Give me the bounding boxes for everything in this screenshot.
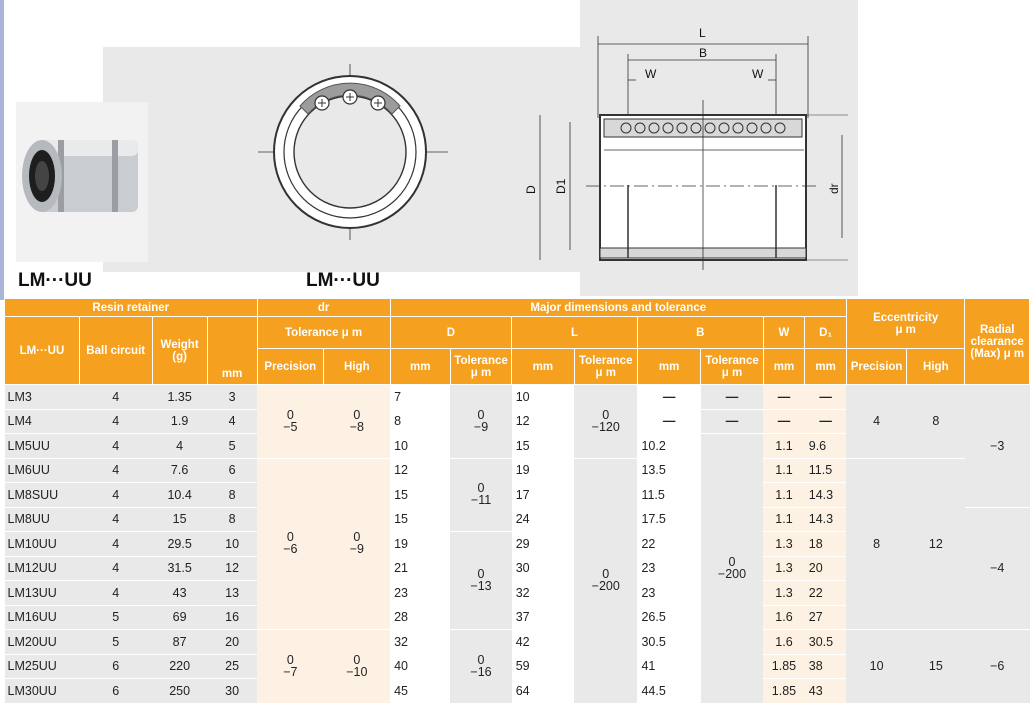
cell-ball: 4: [79, 532, 152, 557]
cell-drh: [324, 385, 391, 459]
cell-D-tol: [450, 532, 511, 630]
tolerance-lower: −7: [283, 664, 298, 679]
cell-ball: 4: [79, 409, 152, 434]
cell-D-mm: 40: [390, 654, 450, 679]
cell-dr-mm: 13: [207, 581, 257, 606]
cell-weight: 69: [152, 605, 207, 630]
cell-W-mm: —: [763, 409, 805, 434]
cell-L-mm: 19: [512, 458, 574, 483]
tolerance-upper: 0: [477, 652, 485, 667]
cell-W-mm: 1.1: [763, 483, 805, 508]
tolerance-upper: 0: [602, 567, 610, 581]
cell-dr-mm: 5: [207, 434, 257, 459]
tolerance-fraction: [350, 409, 364, 433]
hdr-weight: Weight (g): [152, 317, 207, 385]
cell-D-mm: 21: [390, 556, 450, 581]
tolerance-lower: −9: [473, 419, 489, 434]
cell-W-mm: 1.6: [763, 605, 805, 630]
cell-drp: [257, 630, 324, 704]
cell-weight: 43: [152, 581, 207, 606]
cell-L-tol: [574, 385, 637, 459]
hdr-B-mm: mm: [637, 349, 700, 385]
cell-D-tol: [450, 630, 511, 704]
cell-weight: 1.9: [152, 409, 207, 434]
tolerance-fraction: [471, 482, 491, 506]
cell-model: LM4: [5, 409, 80, 434]
cell-D-mm: 23: [390, 581, 450, 606]
cell-ep: 8: [846, 458, 906, 630]
cell-D1-mm: —: [805, 409, 847, 434]
hdr-ecc-precision: Precision: [846, 349, 906, 385]
cell-weight: 1.35: [152, 385, 207, 410]
cell-B-mm: 10.2: [637, 434, 700, 459]
hdr-resin-retainer: Resin retainer: [5, 299, 258, 317]
tolerance-upper: 0: [286, 652, 294, 667]
cell-weight: 220: [152, 654, 207, 679]
cell-W-mm: 1.85: [763, 654, 805, 679]
label-L: L: [699, 26, 706, 40]
cell-dr-mm: 30: [207, 679, 257, 704]
cell-ball: 5: [79, 630, 152, 655]
label-W-right: W: [752, 67, 764, 81]
cell-drp: [257, 385, 324, 459]
cell-weight: 31.5: [152, 556, 207, 581]
cell-D1-mm: 18: [805, 532, 847, 557]
cell-ball: 4: [79, 483, 152, 508]
hdr-D1: D₁: [805, 317, 847, 349]
tolerance-lower: −6: [283, 542, 298, 557]
cell-L-mm: 37: [512, 605, 574, 630]
tolerance-upper: 0: [728, 554, 736, 569]
tolerance-upper: 0: [477, 407, 485, 422]
table-row: [5, 385, 1030, 410]
cell-B-mm: 22: [637, 532, 700, 557]
photo-caption: LM···UU: [18, 270, 92, 291]
cell-D-mm: 7: [390, 385, 450, 410]
cell-L-mm: 15: [512, 434, 574, 459]
cell-W-mm: 1.3: [763, 532, 805, 557]
cell-model: LM30UU: [5, 679, 80, 704]
cell-W-mm: 1.3: [763, 556, 805, 581]
bearing-photo-illustration: [22, 140, 138, 212]
tolerance-fraction: [350, 531, 364, 555]
cell-W-mm: 1.1: [763, 458, 805, 483]
cell-D1-mm: 43: [805, 679, 847, 704]
tolerance-fraction: [592, 409, 620, 433]
cell-D1-mm: 11.5: [805, 458, 847, 483]
cell-dr-mm: 8: [207, 483, 257, 508]
hdr-dr-precision: Precision: [257, 349, 324, 385]
label-D1: D1: [554, 178, 568, 194]
cell-D1-mm: 27: [805, 605, 847, 630]
tolerance-lower: −11: [470, 493, 492, 508]
table-row: [5, 458, 1030, 483]
cell-weight: 4: [152, 434, 207, 459]
drawing-caption: LM···UU: [306, 270, 380, 291]
hdr-B-tol: Tolerance μ m: [701, 349, 763, 385]
hdr-D1-mm: mm: [805, 349, 847, 385]
cell-ball: 4: [79, 458, 152, 483]
cell-B-mm: 23: [637, 556, 700, 581]
cell-D1-mm: 14.3: [805, 483, 847, 508]
tolerance-fraction: [470, 568, 491, 592]
cell-L-mm: 30: [512, 556, 574, 581]
cell-model: LM16UU: [5, 605, 80, 630]
cell-L-mm: 10: [512, 385, 574, 410]
hdr-W-mm: mm: [763, 349, 805, 385]
cell-B-mm: 41: [637, 654, 700, 679]
label-dr: dr: [827, 183, 841, 194]
tolerance-upper: 0: [353, 530, 361, 545]
tolerance-fraction: [718, 556, 746, 580]
table-row: [5, 630, 1030, 655]
cell-drp: [257, 458, 324, 630]
cell-B-tol: —: [701, 409, 763, 434]
cell-eh: 12: [907, 458, 965, 630]
cell-B-tol: [701, 434, 763, 704]
hdr-L-mm: mm: [512, 349, 574, 385]
tolerance-fraction: [474, 409, 488, 433]
cell-B-mm: 11.5: [637, 483, 700, 508]
tolerance-lower: −8: [349, 419, 364, 434]
cell-model: LM6UU: [5, 458, 80, 483]
cell-weight: 7.6: [152, 458, 207, 483]
cell-ep: 4: [846, 385, 906, 459]
tolerance-lower: −10: [346, 664, 368, 679]
tolerance-upper: 0: [477, 567, 485, 581]
cell-ball: 4: [79, 556, 152, 581]
cross-section-drawing: [258, 64, 448, 240]
cell-D-tol: [450, 458, 511, 532]
cell-D-mm: 15: [390, 483, 450, 508]
cell-ball: 4: [79, 507, 152, 532]
cell-L-mm: 17: [512, 483, 574, 508]
cell-D1-mm: 38: [805, 654, 847, 679]
cell-W-mm: 1.85: [763, 679, 805, 704]
cell-drh: [324, 630, 391, 704]
cell-weight: 29.5: [152, 532, 207, 557]
tolerance-upper: 0: [602, 407, 610, 422]
cell-rad: −6: [965, 630, 1030, 704]
cell-ball: 4: [79, 385, 152, 410]
cell-W-mm: 1.3: [763, 581, 805, 606]
hdr-D-mm: mm: [390, 349, 450, 385]
tolerance-lower: −5: [283, 419, 298, 434]
cell-model: LM8UU: [5, 507, 80, 532]
cell-model: LM25UU: [5, 654, 80, 679]
tolerance-lower: −16: [470, 664, 492, 679]
cell-B-mm: 13.5: [637, 458, 700, 483]
hdr-dr-high: High: [324, 349, 391, 385]
hdr-eccentricity: Eccentricity μ m: [846, 299, 965, 349]
cell-B-mm: 44.5: [637, 679, 700, 704]
tolerance-lower: −120: [591, 419, 620, 434]
label-W-left: W: [645, 67, 657, 81]
cell-dr-mm: 10: [207, 532, 257, 557]
tolerance-fraction: [592, 568, 620, 592]
cell-D-tol: [450, 385, 511, 459]
cell-ball: 6: [79, 679, 152, 704]
cell-eh: 8: [907, 385, 965, 459]
hdr-dr: dr: [257, 299, 390, 317]
cell-dr-mm: 20: [207, 630, 257, 655]
cell-D1-mm: 20: [805, 556, 847, 581]
technical-drawings: [0, 0, 1034, 300]
cell-dr-mm: 12: [207, 556, 257, 581]
cell-D1-mm: 14.3: [805, 507, 847, 532]
cell-model: LM8SUU: [5, 483, 80, 508]
cell-W-mm: —: [763, 385, 805, 410]
hdr-radial: Radial clearance (Max) μ m: [965, 299, 1030, 385]
cell-B-mm: 26.5: [637, 605, 700, 630]
cell-ball: 5: [79, 605, 152, 630]
cell-model: LM10UU: [5, 532, 80, 557]
cell-B-tol: —: [701, 385, 763, 410]
hdr-ecc-high: High: [907, 349, 965, 385]
tolerance-lower: −13: [470, 579, 492, 593]
hdr-B: B: [637, 317, 763, 349]
label-B: B: [699, 46, 708, 60]
cell-W-mm: 1.1: [763, 434, 805, 459]
cell-L-mm: 59: [512, 654, 574, 679]
cell-weight: 15: [152, 507, 207, 532]
cell-rad: −4: [965, 507, 1030, 630]
cell-drh: [324, 458, 391, 630]
spec-table: [4, 298, 1030, 704]
cell-W-mm: 1.6: [763, 630, 805, 655]
cell-B-mm: 30.5: [637, 630, 700, 655]
tolerance-upper: 0: [477, 481, 485, 496]
cell-D1-mm: —: [805, 385, 847, 410]
tolerance-upper: 0: [353, 652, 361, 667]
tolerance-upper: 0: [286, 530, 294, 545]
cell-ball: 4: [79, 581, 152, 606]
cell-dr-mm: 8: [207, 507, 257, 532]
cell-eh: 15: [907, 630, 965, 704]
cell-weight: 10.4: [152, 483, 207, 508]
hdr-D-tol: Tolerance μ m: [450, 349, 511, 385]
hdr-dr-tolerance: Tolerance μ m: [257, 317, 390, 349]
cell-D1-mm: 22: [805, 581, 847, 606]
cell-L-mm: 12: [512, 409, 574, 434]
cell-D1-mm: 30.5: [805, 630, 847, 655]
cell-D-mm: 28: [390, 605, 450, 630]
cell-model: LM5UU: [5, 434, 80, 459]
cell-weight: 250: [152, 679, 207, 704]
cell-L-mm: 24: [512, 507, 574, 532]
cell-B-mm: —: [637, 385, 700, 410]
cell-L-mm: 29: [512, 532, 574, 557]
label-D: D: [524, 185, 538, 194]
tolerance-lower: −9: [349, 542, 364, 557]
spec-table-body: [5, 385, 1030, 704]
hdr-lm: LM···UU: [5, 317, 80, 385]
cell-D-mm: 15: [390, 507, 450, 532]
cell-dr-mm: 6: [207, 458, 257, 483]
cell-weight: 87: [152, 630, 207, 655]
cell-D-mm: 19: [390, 532, 450, 557]
tolerance-fraction: [283, 654, 297, 678]
tolerance-fraction: [346, 654, 367, 678]
cell-dr-mm: 4: [207, 409, 257, 434]
hdr-W: W: [763, 317, 805, 349]
cell-model: LM13UU: [5, 581, 80, 606]
cell-D-mm: 10: [390, 434, 450, 459]
cell-model: LM20UU: [5, 630, 80, 655]
tolerance-lower: −200: [591, 579, 620, 593]
hdr-mm: mm: [207, 317, 257, 385]
tolerance-upper: 0: [286, 407, 294, 422]
tolerance-fraction: [470, 654, 491, 678]
cell-D-mm: 8: [390, 409, 450, 434]
hdr-D: D: [390, 317, 512, 349]
cell-model: LM3: [5, 385, 80, 410]
cell-model: LM12UU: [5, 556, 80, 581]
tolerance-fraction: [283, 409, 297, 433]
cell-rad: −3: [965, 385, 1030, 508]
cell-ball: 6: [79, 654, 152, 679]
cell-L-mm: 64: [512, 679, 574, 704]
tolerance-upper: 0: [353, 407, 361, 422]
hdr-L: L: [512, 317, 638, 349]
hdr-major: Major dimensions and tolerance: [390, 299, 846, 317]
cell-D-mm: 12: [390, 458, 450, 483]
cell-dr-mm: 3: [207, 385, 257, 410]
cell-B-mm: 17.5: [637, 507, 700, 532]
cell-ball: 4: [79, 434, 152, 459]
cell-D-mm: 32: [390, 630, 450, 655]
cell-D1-mm: 9.6: [805, 434, 847, 459]
tolerance-lower: −200: [717, 566, 747, 581]
cell-L-tol: [574, 458, 637, 703]
cell-B-mm: —: [637, 409, 700, 434]
cell-D-mm: 45: [390, 679, 450, 704]
cell-B-mm: 23: [637, 581, 700, 606]
cell-dr-mm: 16: [207, 605, 257, 630]
cell-ep: 10: [846, 630, 906, 704]
cell-W-mm: 1.1: [763, 507, 805, 532]
side-view-drawing: [540, 36, 848, 270]
tolerance-fraction: [283, 531, 297, 555]
hdr-L-tol: Tolerance μ m: [574, 349, 637, 385]
cell-dr-mm: 25: [207, 654, 257, 679]
cell-L-mm: 42: [512, 630, 574, 655]
hdr-ball: Ball circuit: [79, 317, 152, 385]
cell-L-mm: 32: [512, 581, 574, 606]
